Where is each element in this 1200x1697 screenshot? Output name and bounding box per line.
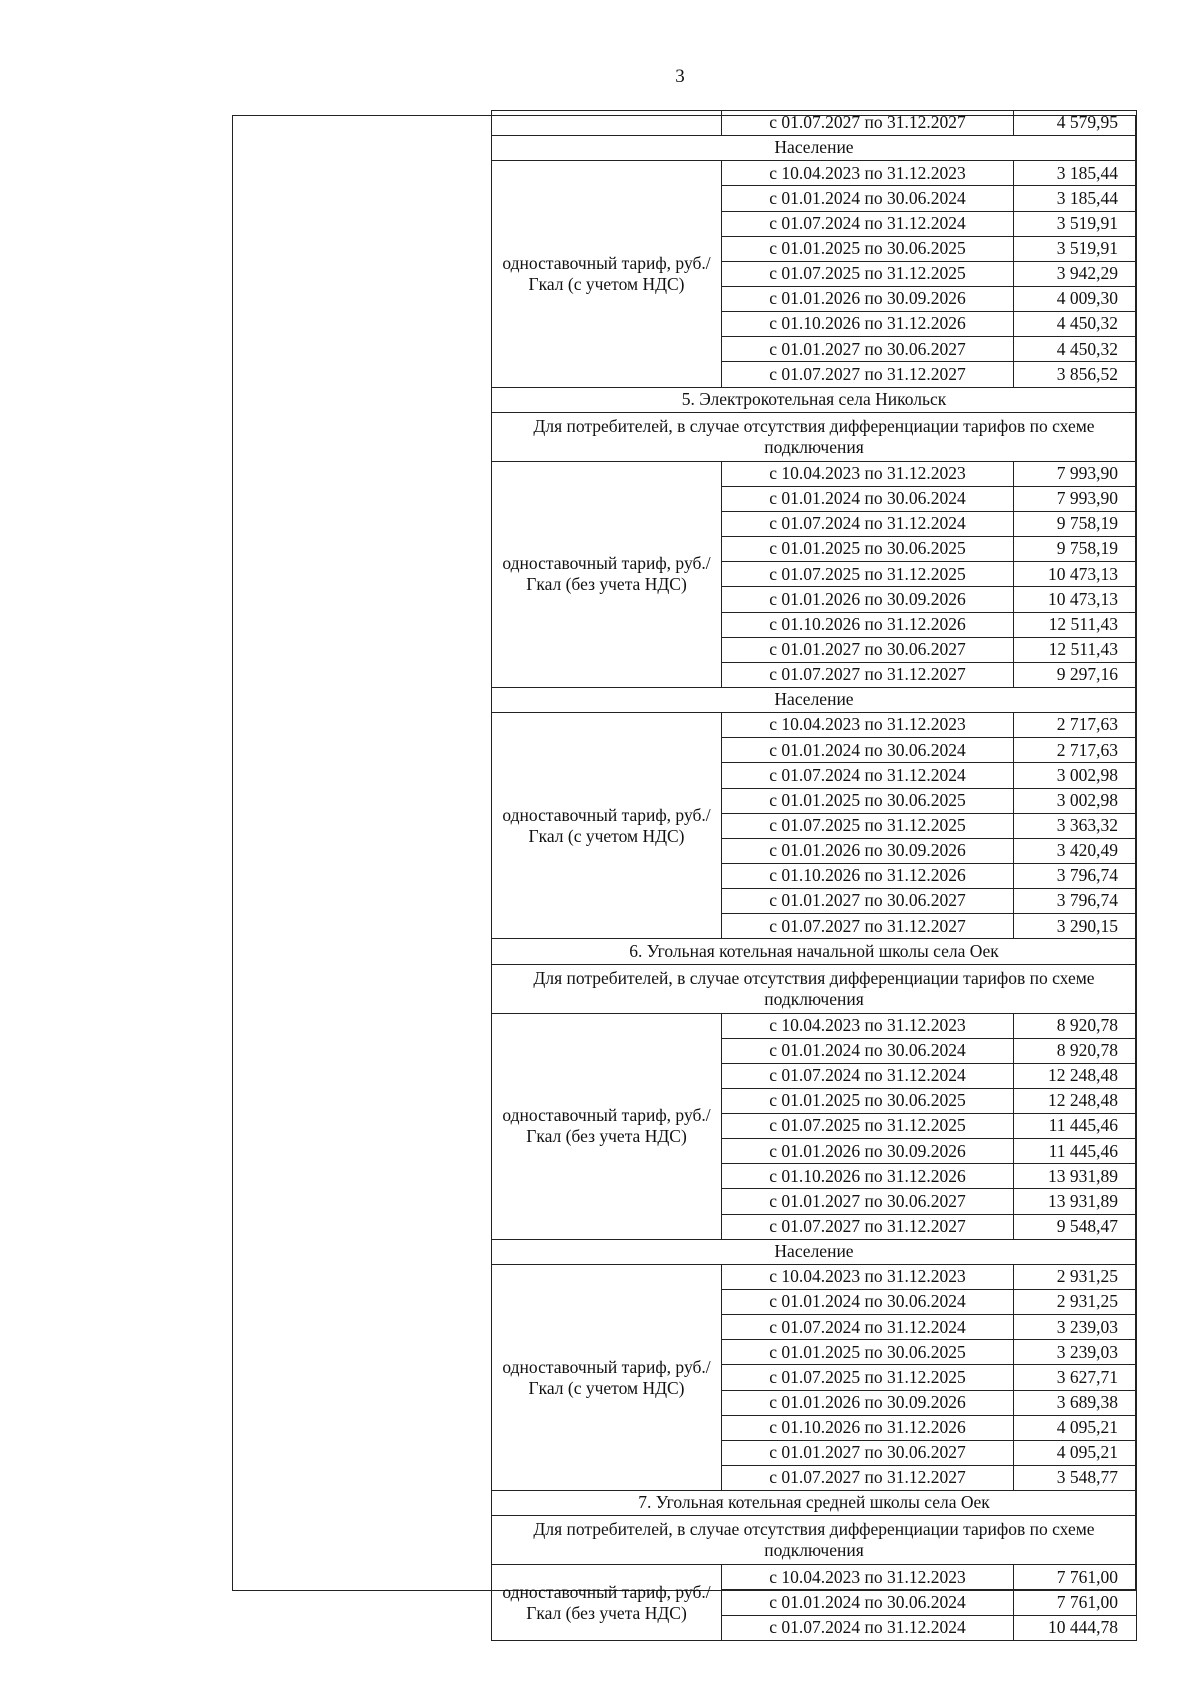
- value-cell: 7 993,90: [1014, 461, 1137, 486]
- population-header: Население: [492, 136, 1137, 161]
- facility-title-row: [492, 939, 1137, 964]
- value-cell: 9 548,47: [1014, 1214, 1137, 1239]
- value-cell: 11 445,46: [1014, 1114, 1137, 1139]
- value-cell: 2 931,25: [1014, 1264, 1137, 1289]
- period-cell: с 01.01.2026 по 30.09.2026: [722, 1139, 1014, 1164]
- period-cell: с 01.07.2025 по 31.12.2025: [722, 1365, 1014, 1390]
- period-cell: с 01.01.2026 по 30.09.2026: [722, 838, 1014, 863]
- consumer-note: Для потребителей, в случае отсутствия дифференциации тарифов по схеме подключения: [492, 1516, 1137, 1565]
- facility-title-row: [492, 387, 1137, 412]
- value-cell: 12 248,48: [1014, 1088, 1137, 1113]
- value-cell: 3 942,29: [1014, 261, 1137, 286]
- value-cell: 4 095,21: [1014, 1415, 1137, 1440]
- value-cell: 4 095,21: [1014, 1440, 1137, 1465]
- value-cell: 3 796,74: [1014, 863, 1137, 888]
- table-row: [492, 1264, 1137, 1289]
- value-cell: 8 920,78: [1014, 1013, 1137, 1038]
- value-cell: 4 579,95: [1014, 111, 1137, 136]
- value-cell: 10 444,78: [1014, 1615, 1137, 1640]
- value-cell: 13 931,89: [1014, 1189, 1137, 1214]
- page-number: 3: [675, 66, 685, 87]
- value-cell: 9 758,19: [1014, 537, 1137, 562]
- period-cell: с 01.07.2027 по 31.12.2027: [722, 111, 1014, 136]
- period-cell: с 01.07.2025 по 31.12.2025: [722, 261, 1014, 286]
- value-cell: 3 519,91: [1014, 211, 1137, 236]
- value-cell: 3 290,15: [1014, 914, 1137, 939]
- period-cell: с 01.01.2026 по 30.09.2026: [722, 286, 1014, 311]
- period-cell: с 01.10.2026 по 31.12.2026: [722, 1415, 1014, 1440]
- tariff-label: одноставочный тариф, руб./Гкал (без учета НДС): [492, 1565, 722, 1640]
- value-cell: 4 450,32: [1014, 337, 1137, 362]
- period-cell: с 01.07.2027 по 31.12.2027: [722, 914, 1014, 939]
- facility-title-row: [492, 1491, 1137, 1516]
- value-cell: 3 689,38: [1014, 1390, 1137, 1415]
- period-cell: с 01.07.2025 по 31.12.2025: [722, 813, 1014, 838]
- period-cell: с 01.01.2024 по 30.06.2024: [722, 1590, 1014, 1615]
- value-cell: 7 993,90: [1014, 486, 1137, 511]
- tariff-table: [491, 110, 1137, 1641]
- value-cell: 12 248,48: [1014, 1063, 1137, 1088]
- label-cell-empty: [492, 111, 722, 136]
- value-cell: 8 920,78: [1014, 1038, 1137, 1063]
- population-header: Население: [492, 1239, 1137, 1264]
- value-cell: 7 761,00: [1014, 1590, 1137, 1615]
- value-cell: 7 761,00: [1014, 1565, 1137, 1590]
- value-cell: 4 450,32: [1014, 312, 1137, 337]
- period-cell: с 01.07.2027 по 31.12.2027: [722, 1466, 1014, 1491]
- period-cell: с 01.01.2025 по 30.06.2025: [722, 537, 1014, 562]
- table-row: [492, 1565, 1137, 1590]
- period-cell: с 01.07.2027 по 31.12.2027: [722, 362, 1014, 387]
- value-cell: 3 002,98: [1014, 763, 1137, 788]
- value-cell: 3 185,44: [1014, 186, 1137, 211]
- period-cell: с 01.07.2024 по 31.12.2024: [722, 1615, 1014, 1640]
- period-cell: с 01.01.2027 по 30.06.2027: [722, 1189, 1014, 1214]
- tariff-label: одноставочный тариф, руб./Гкал (без учета НДС): [492, 1013, 722, 1239]
- value-cell: 10 473,13: [1014, 587, 1137, 612]
- period-cell: с 01.07.2024 по 31.12.2024: [722, 511, 1014, 536]
- value-cell: 3 002,98: [1014, 788, 1137, 813]
- value-cell: 3 627,71: [1014, 1365, 1137, 1390]
- value-cell: 3 856,52: [1014, 362, 1137, 387]
- period-cell: с 01.01.2026 по 30.09.2026: [722, 1390, 1014, 1415]
- period-cell: с 01.01.2024 по 30.06.2024: [722, 486, 1014, 511]
- value-cell: 11 445,46: [1014, 1139, 1137, 1164]
- value-cell: 3 420,49: [1014, 838, 1137, 863]
- value-cell: 3 239,03: [1014, 1315, 1137, 1340]
- value-cell: 3 239,03: [1014, 1340, 1137, 1365]
- value-cell: 3 519,91: [1014, 236, 1137, 261]
- period-cell: с 10.04.2023 по 31.12.2023: [722, 1013, 1014, 1038]
- period-cell: с 01.01.2024 по 30.06.2024: [722, 738, 1014, 763]
- table-row: [492, 713, 1137, 738]
- population-header-row: [492, 687, 1137, 712]
- table-row: [492, 111, 1137, 136]
- value-cell: 3 548,77: [1014, 1466, 1137, 1491]
- period-cell: с 01.01.2027 по 30.06.2027: [722, 637, 1014, 662]
- population-header: Население: [492, 687, 1137, 712]
- period-cell: с 01.01.2026 по 30.09.2026: [722, 587, 1014, 612]
- period-cell: с 10.04.2023 по 31.12.2023: [722, 461, 1014, 486]
- value-cell: 9 758,19: [1014, 511, 1137, 536]
- facility-title: 5. Электрокотельная села Никольск: [492, 387, 1137, 412]
- value-cell: 12 511,43: [1014, 637, 1137, 662]
- value-cell: 3 363,32: [1014, 813, 1137, 838]
- population-header-row: [492, 1239, 1137, 1264]
- period-cell: с 10.04.2023 по 31.12.2023: [722, 161, 1014, 186]
- period-cell: с 01.07.2025 по 31.12.2025: [722, 562, 1014, 587]
- period-cell: с 01.01.2027 по 30.06.2027: [722, 1440, 1014, 1465]
- period-cell: с 10.04.2023 по 31.12.2023: [722, 1264, 1014, 1289]
- period-cell: с 01.01.2025 по 30.06.2025: [722, 1340, 1014, 1365]
- period-cell: с 01.10.2026 по 31.12.2026: [722, 312, 1014, 337]
- value-cell: 13 931,89: [1014, 1164, 1137, 1189]
- table-row: [492, 161, 1137, 186]
- period-cell: с 01.01.2027 по 30.06.2027: [722, 337, 1014, 362]
- period-cell: с 10.04.2023 по 31.12.2023: [722, 1565, 1014, 1590]
- period-cell: с 01.10.2026 по 31.12.2026: [722, 1164, 1014, 1189]
- value-cell: 12 511,43: [1014, 612, 1137, 637]
- value-cell: 3 185,44: [1014, 161, 1137, 186]
- tariff-label: одноставочный тариф, руб./Гкал (без учета НДС): [492, 461, 722, 687]
- period-cell: с 01.01.2024 по 30.06.2024: [722, 1038, 1014, 1063]
- period-cell: с 01.01.2027 по 30.06.2027: [722, 889, 1014, 914]
- period-cell: с 01.10.2026 по 31.12.2026: [722, 863, 1014, 888]
- value-cell: 2 931,25: [1014, 1290, 1137, 1315]
- value-cell: 4 009,30: [1014, 286, 1137, 311]
- period-cell: с 01.10.2026 по 31.12.2026: [722, 612, 1014, 637]
- table-row: [492, 1013, 1137, 1038]
- period-cell: с 01.07.2024 по 31.12.2024: [722, 1063, 1014, 1088]
- period-cell: с 01.07.2027 по 31.12.2027: [722, 1214, 1014, 1239]
- facility-title: 7. Угольная котельная средней школы села Оек: [492, 1491, 1137, 1516]
- population-header-row: [492, 136, 1137, 161]
- tariff-label: одноставочный тариф, руб./Гкал (с учетом НДС): [492, 713, 722, 939]
- value-cell: 10 473,13: [1014, 562, 1137, 587]
- period-cell: с 01.01.2024 по 30.06.2024: [722, 1290, 1014, 1315]
- period-cell: с 01.01.2025 по 30.06.2025: [722, 236, 1014, 261]
- period-cell: с 01.07.2024 по 31.12.2024: [722, 211, 1014, 236]
- consumer-note-row: [492, 412, 1137, 461]
- period-cell: с 01.01.2024 по 30.06.2024: [722, 186, 1014, 211]
- period-cell: с 01.07.2027 по 31.12.2027: [722, 662, 1014, 687]
- period-cell: с 01.01.2025 по 30.06.2025: [722, 788, 1014, 813]
- consumer-note-row: [492, 1516, 1137, 1565]
- consumer-note: Для потребителей, в случае отсутствия дифференциации тарифов по схеме подключения: [492, 964, 1137, 1013]
- period-cell: с 01.07.2024 по 31.12.2024: [722, 1315, 1014, 1340]
- period-cell: с 01.01.2025 по 30.06.2025: [722, 1088, 1014, 1113]
- period-cell: с 01.07.2024 по 31.12.2024: [722, 763, 1014, 788]
- value-cell: 2 717,63: [1014, 738, 1137, 763]
- period-cell: с 01.07.2025 по 31.12.2025: [722, 1114, 1014, 1139]
- consumer-note-row: [492, 964, 1137, 1013]
- consumer-note: Для потребителей, в случае отсутствия дифференциации тарифов по схеме подключения: [492, 412, 1137, 461]
- value-cell: 3 796,74: [1014, 889, 1137, 914]
- tariff-label: одноставочный тариф, руб./Гкал (с учетом НДС): [492, 161, 722, 387]
- value-cell: 9 297,16: [1014, 662, 1137, 687]
- table-row: [492, 461, 1137, 486]
- value-cell: 2 717,63: [1014, 713, 1137, 738]
- tariff-label: одноставочный тариф, руб./Гкал (с учетом НДС): [492, 1264, 722, 1490]
- period-cell: с 10.04.2023 по 31.12.2023: [722, 713, 1014, 738]
- facility-title: 6. Угольная котельная начальной школы села Оек: [492, 939, 1137, 964]
